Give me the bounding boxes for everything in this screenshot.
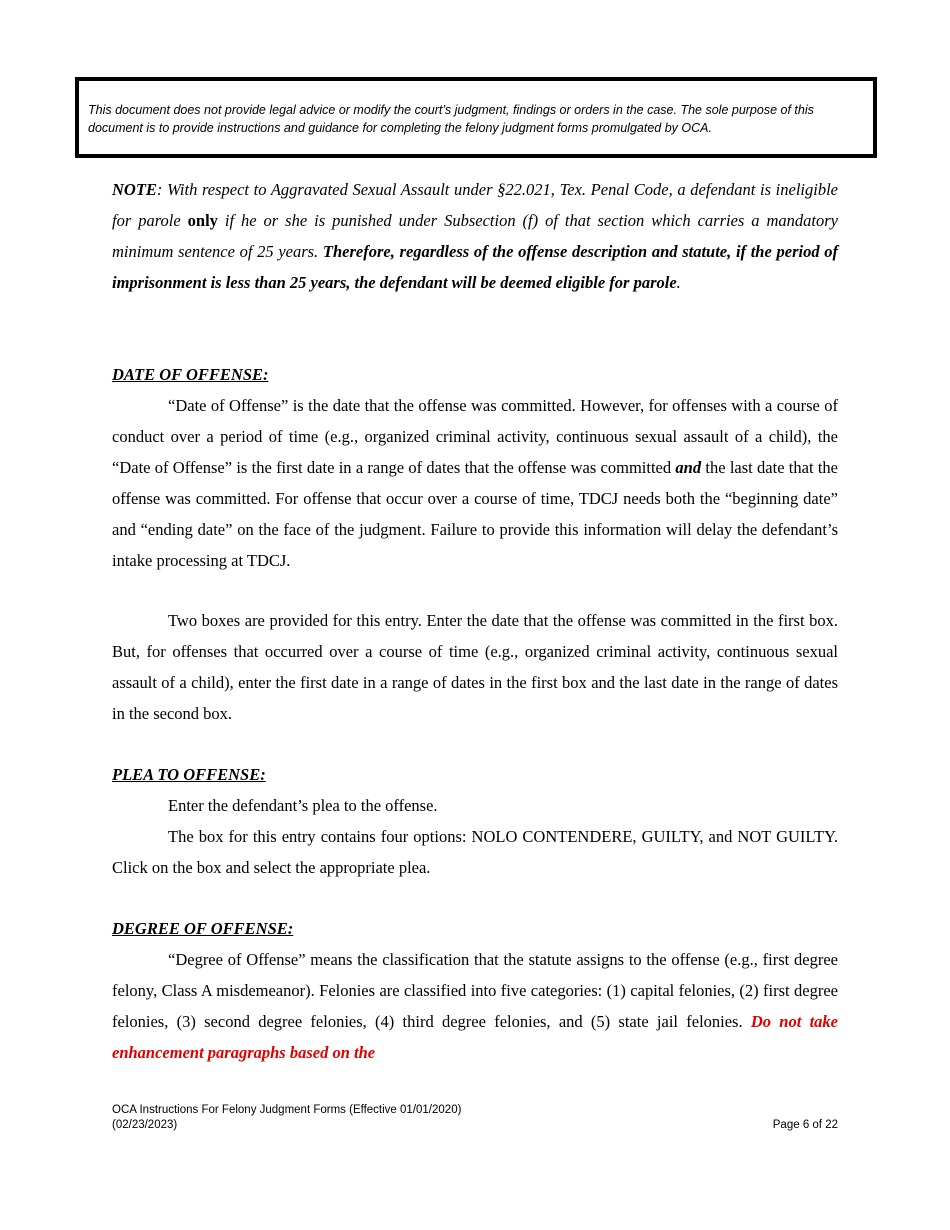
date-paragraph-2: Two boxes are provided for this entry. Enter the date that the offense was committed in the first box. But, for offenses that occurred over a course of time (e.g., organized criminal activity, continuous sexual assault of a child), enter the first date in a range of dates in the first box and the last date in the range of dates in the second box. (112, 611, 838, 723)
degree-paragraph-1 (112, 944, 838, 1068)
disclaimer-box (75, 77, 877, 158)
note-bold: Therefore, regardless of the offense description and statute, if the period of imprisonment is less than 25 years, the defendant will be deemed eligible for parole (112, 242, 839, 292)
plea-paragraph-1: Enter the defendant’s plea to the offense. (168, 796, 438, 815)
footer-title: OCA Instructions For Felony Judgment Forms (Effective 01/01/2020) (112, 1104, 462, 1116)
date-text-1b: the last date that the offense was committed. For offense that occur over a course of time, TDCJ needs both the “beginning date” and “ending date” on the face of the judgment. Failure to provide this information will delay the defendant’s intake processing at TDCJ. (112, 458, 838, 570)
page-number: Page 6 of 22 (772, 1119, 838, 1131)
heading-date-of-offense: DATE OF OFFENSE: (112, 365, 269, 384)
plea-paragraph-2: The box for this entry contains four options: NOLO CONTENDERE, GUILTY, and NOT GUILTY. Click on the box and select the appropriate plea. (112, 827, 838, 877)
footer-date: (02/23/2023) (112, 1119, 178, 1131)
heading-degree-of-offense: DEGREE OF OFFENSE: (112, 919, 294, 938)
degree-text: “Degree of Offense” means the classification that the statute assigns to the offense (e.g., first degree felony, Class A misdemeanor). Felonies are classified into five categories: (1) capital felonies, (2) first degree felonies, (3) second degree felonies, (4) third degree felonies, and (5) state jail felonies. (112, 950, 838, 1031)
date-text-1a: “Date of Offense” is the date that the offense was committed. However, for offenses with a course of conduct over a period of time (e.g., organized criminal activity, continuous sexual assault of a child), the “Date of Offense” is the first date in a range of dates that the offense was committed (112, 396, 838, 477)
date-and: and (675, 458, 702, 477)
degree-red-warning: Do not take enhancement paragraphs based on the (112, 1012, 838, 1062)
note-text-1: : With respect to Aggravated Sexual Assault under §22.021, Tex. Penal Code, a defendant is ineligible for parole (112, 180, 838, 230)
disclaimer-text: This document does not provide legal advice or modify the court’s judgment, findings or orders in the case. The sole purpose of this document is to provide instructions and guidance for completing the felony judgment forms promulgated by OCA. (88, 103, 814, 135)
heading-plea-to-offense: PLEA TO OFFENSE: (112, 765, 266, 784)
note-only: only (187, 211, 218, 230)
note-text-2: if he or she is punished under Subsection (f) of that section which carries a mandatory minimum sentence of 25 years. (112, 211, 838, 261)
date-paragraph-1 (112, 390, 838, 576)
note-paragraph (112, 174, 838, 298)
footer (112, 1103, 461, 1133)
note-end: . (676, 273, 681, 292)
note-label: NOTE (112, 180, 157, 199)
